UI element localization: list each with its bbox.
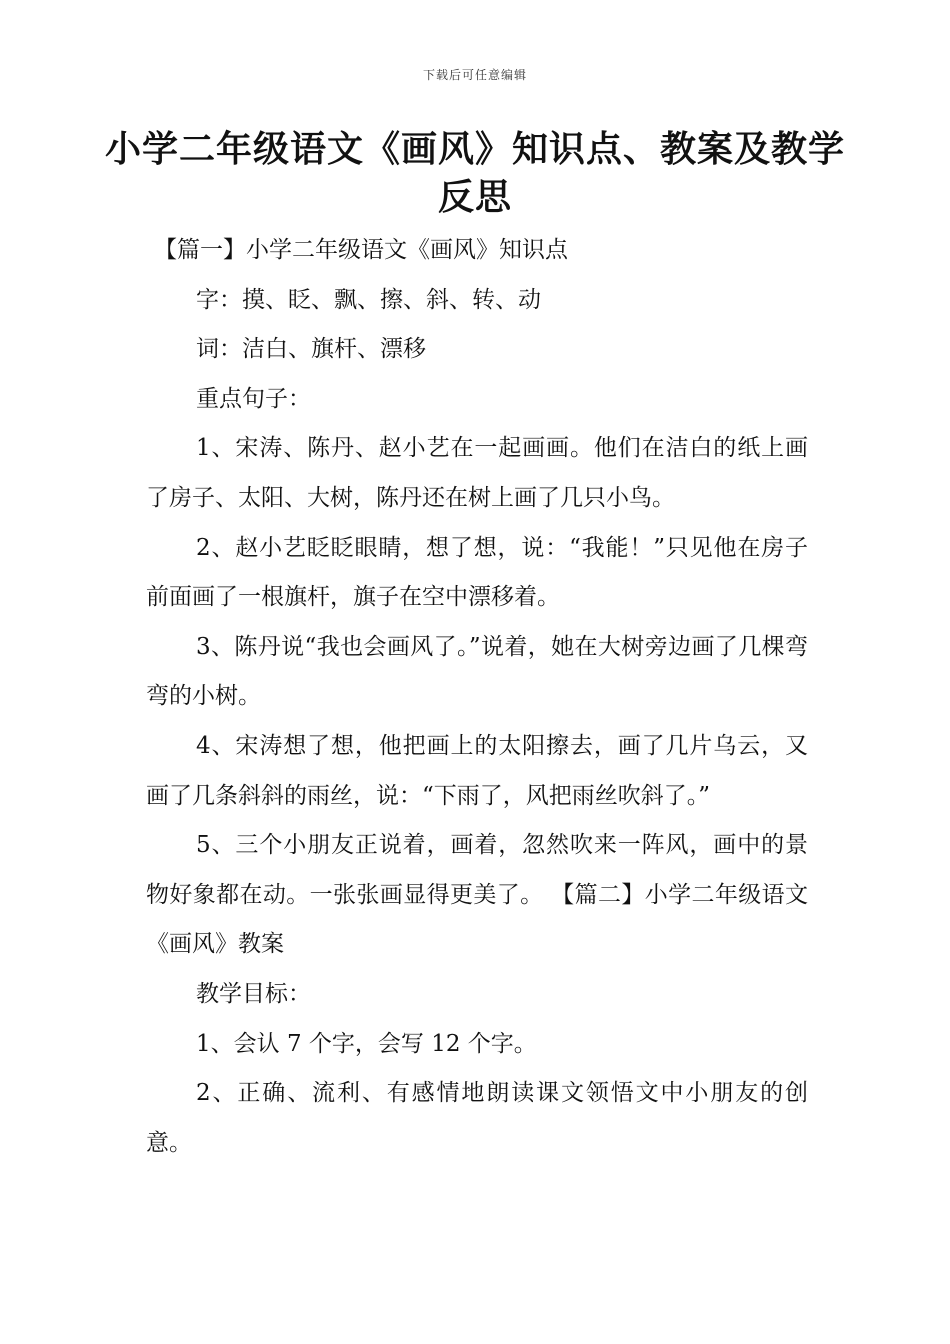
paragraph-key-sentences-label: 重点句子： [196, 385, 311, 412]
paragraph-teaching-goals-label: 教学目标： [196, 980, 311, 1007]
paragraph-characters: 字：摸、眨、飘、擦、斜、转、动 [196, 286, 541, 313]
paragraph-sentence-2: 2、赵小艺眨眨眼睛，想了想，说：“我能！”只见他在房子前面画了一根旗杆，旗子在空中漂移着。 [146, 534, 808, 611]
paragraph-sentence-5: 5、三个小朋友正说着，画着，忽然吹来一阵风，画中的景物好象都在动。一张张画显得更美了。 【篇二】小学二年级语文《画风》教案 [146, 832, 808, 958]
header-note: 下载后可任意编辑 [422, 68, 527, 82]
document-title: 小学二年级语文《画风》知识点、教案及教学反思 [104, 129, 845, 218]
paragraph-sentence-3: 3、陈丹说“我也会画风了。”说着，她在大树旁边画了几棵弯弯的小树。 [146, 633, 808, 710]
paragraph-sentence-1: 1、宋涛、陈丹、赵小艺在一起画画。他们在洁白的纸上画了房子、太阳、大树，陈丹还在树上画了几只小鸟。 [146, 435, 808, 511]
paragraph-goal-2: 2、正确、流利、有感情地朗读课文领悟文中小朋友的创意。 [146, 1080, 808, 1156]
paragraph-goal-1: 1、会认 7 个字，会写 12 个字。 [196, 1030, 537, 1057]
paragraph-sentence-4: 4、宋涛想了想，他把画上的太阳擦去，画了几片乌云，又画了几条斜斜的雨丝，说：“下雨了，风把雨丝吹斜了。” [146, 732, 808, 809]
paragraph-words: 词：洁白、旗杆、漂移 [196, 336, 426, 363]
document-body [146, 226, 808, 1168]
section-heading-1: 【篇一】小学二年级语文《画风》知识点 [154, 237, 568, 263]
